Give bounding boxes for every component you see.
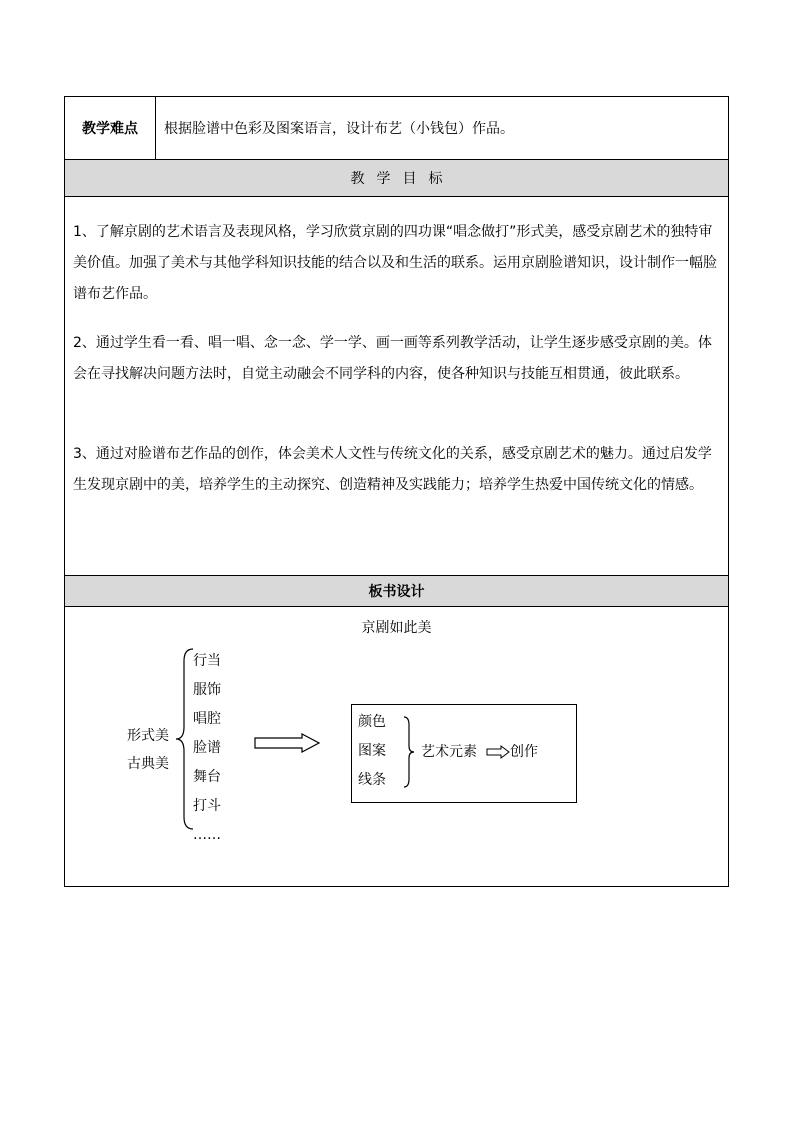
board-item: 舞台 — [193, 769, 221, 785]
teaching-goals-header: 教学目标 — [65, 160, 728, 197]
teaching-difficulty-label: 教学难点 — [65, 97, 156, 159]
board-item: 服饰 — [193, 682, 221, 698]
board-design-header: 板书设计 — [65, 576, 728, 607]
goal-item-3: 3、通过对脸谱布艺作品的创作，体会美术人文性与传统文化的关系，感受京剧艺术的魅力。通过启发学生发现京剧中的美，培养学生的主动探究、创造精神及实践能力；培养学生热爱中国传统文化的情感。 — [73, 446, 712, 493]
left-brace-icon — [173, 647, 195, 831]
small-arrow-icon — [486, 745, 510, 759]
board-item: …… — [193, 827, 221, 843]
art-elements-box — [351, 704, 577, 803]
outline-arrow-icon — [254, 733, 321, 753]
board-item: 唱腔 — [193, 711, 221, 727]
creation-label: 创作 — [510, 744, 538, 760]
lesson-plan-table — [64, 96, 729, 887]
art-element-label: 艺术元素 — [421, 744, 477, 760]
box-item: 图案 — [358, 743, 386, 759]
goal-item-2: 2、通过学生看一看、唱一唱、念一念、学一学、画一画等系列教学活动，让学生逐步感受京剧的美。体会在寻找解决问题方法时，自觉主动融会不同学科的内容，使各种知识与技能互相贯通，彼此联系。 — [73, 335, 712, 382]
box-item: 颜色 — [358, 714, 386, 730]
board-left-label-2: 古典美 — [127, 756, 169, 772]
board-title: 京剧如此美 — [361, 620, 432, 636]
teaching-difficulty-value: 根据脸谱中色彩及图案语言，设计布艺（小钱包）作品。 — [164, 121, 514, 137]
teaching-difficulty-row — [65, 97, 728, 160]
board-item: 打斗 — [193, 798, 221, 814]
board-item-list — [193, 647, 221, 850]
right-brace-icon — [402, 715, 416, 789]
board-item: 行当 — [193, 653, 221, 669]
board-design-body — [65, 607, 728, 887]
teaching-goals-body — [65, 197, 728, 576]
board-item: 脸谱 — [193, 740, 221, 756]
board-left-label-1: 形式美 — [127, 728, 169, 744]
box-item: 线条 — [358, 772, 386, 788]
goal-item-1: 1、了解京剧的艺术语言及表现风格，学习欣赏京剧的四功课“唱念做打”形式美，感受京剧艺术的独特审美价值。加强了美术与其他学科知识技能的结合以及和生活的联系。运用京剧脸谱知识，设计制作一幅脸谱布艺作品。 — [73, 224, 717, 302]
